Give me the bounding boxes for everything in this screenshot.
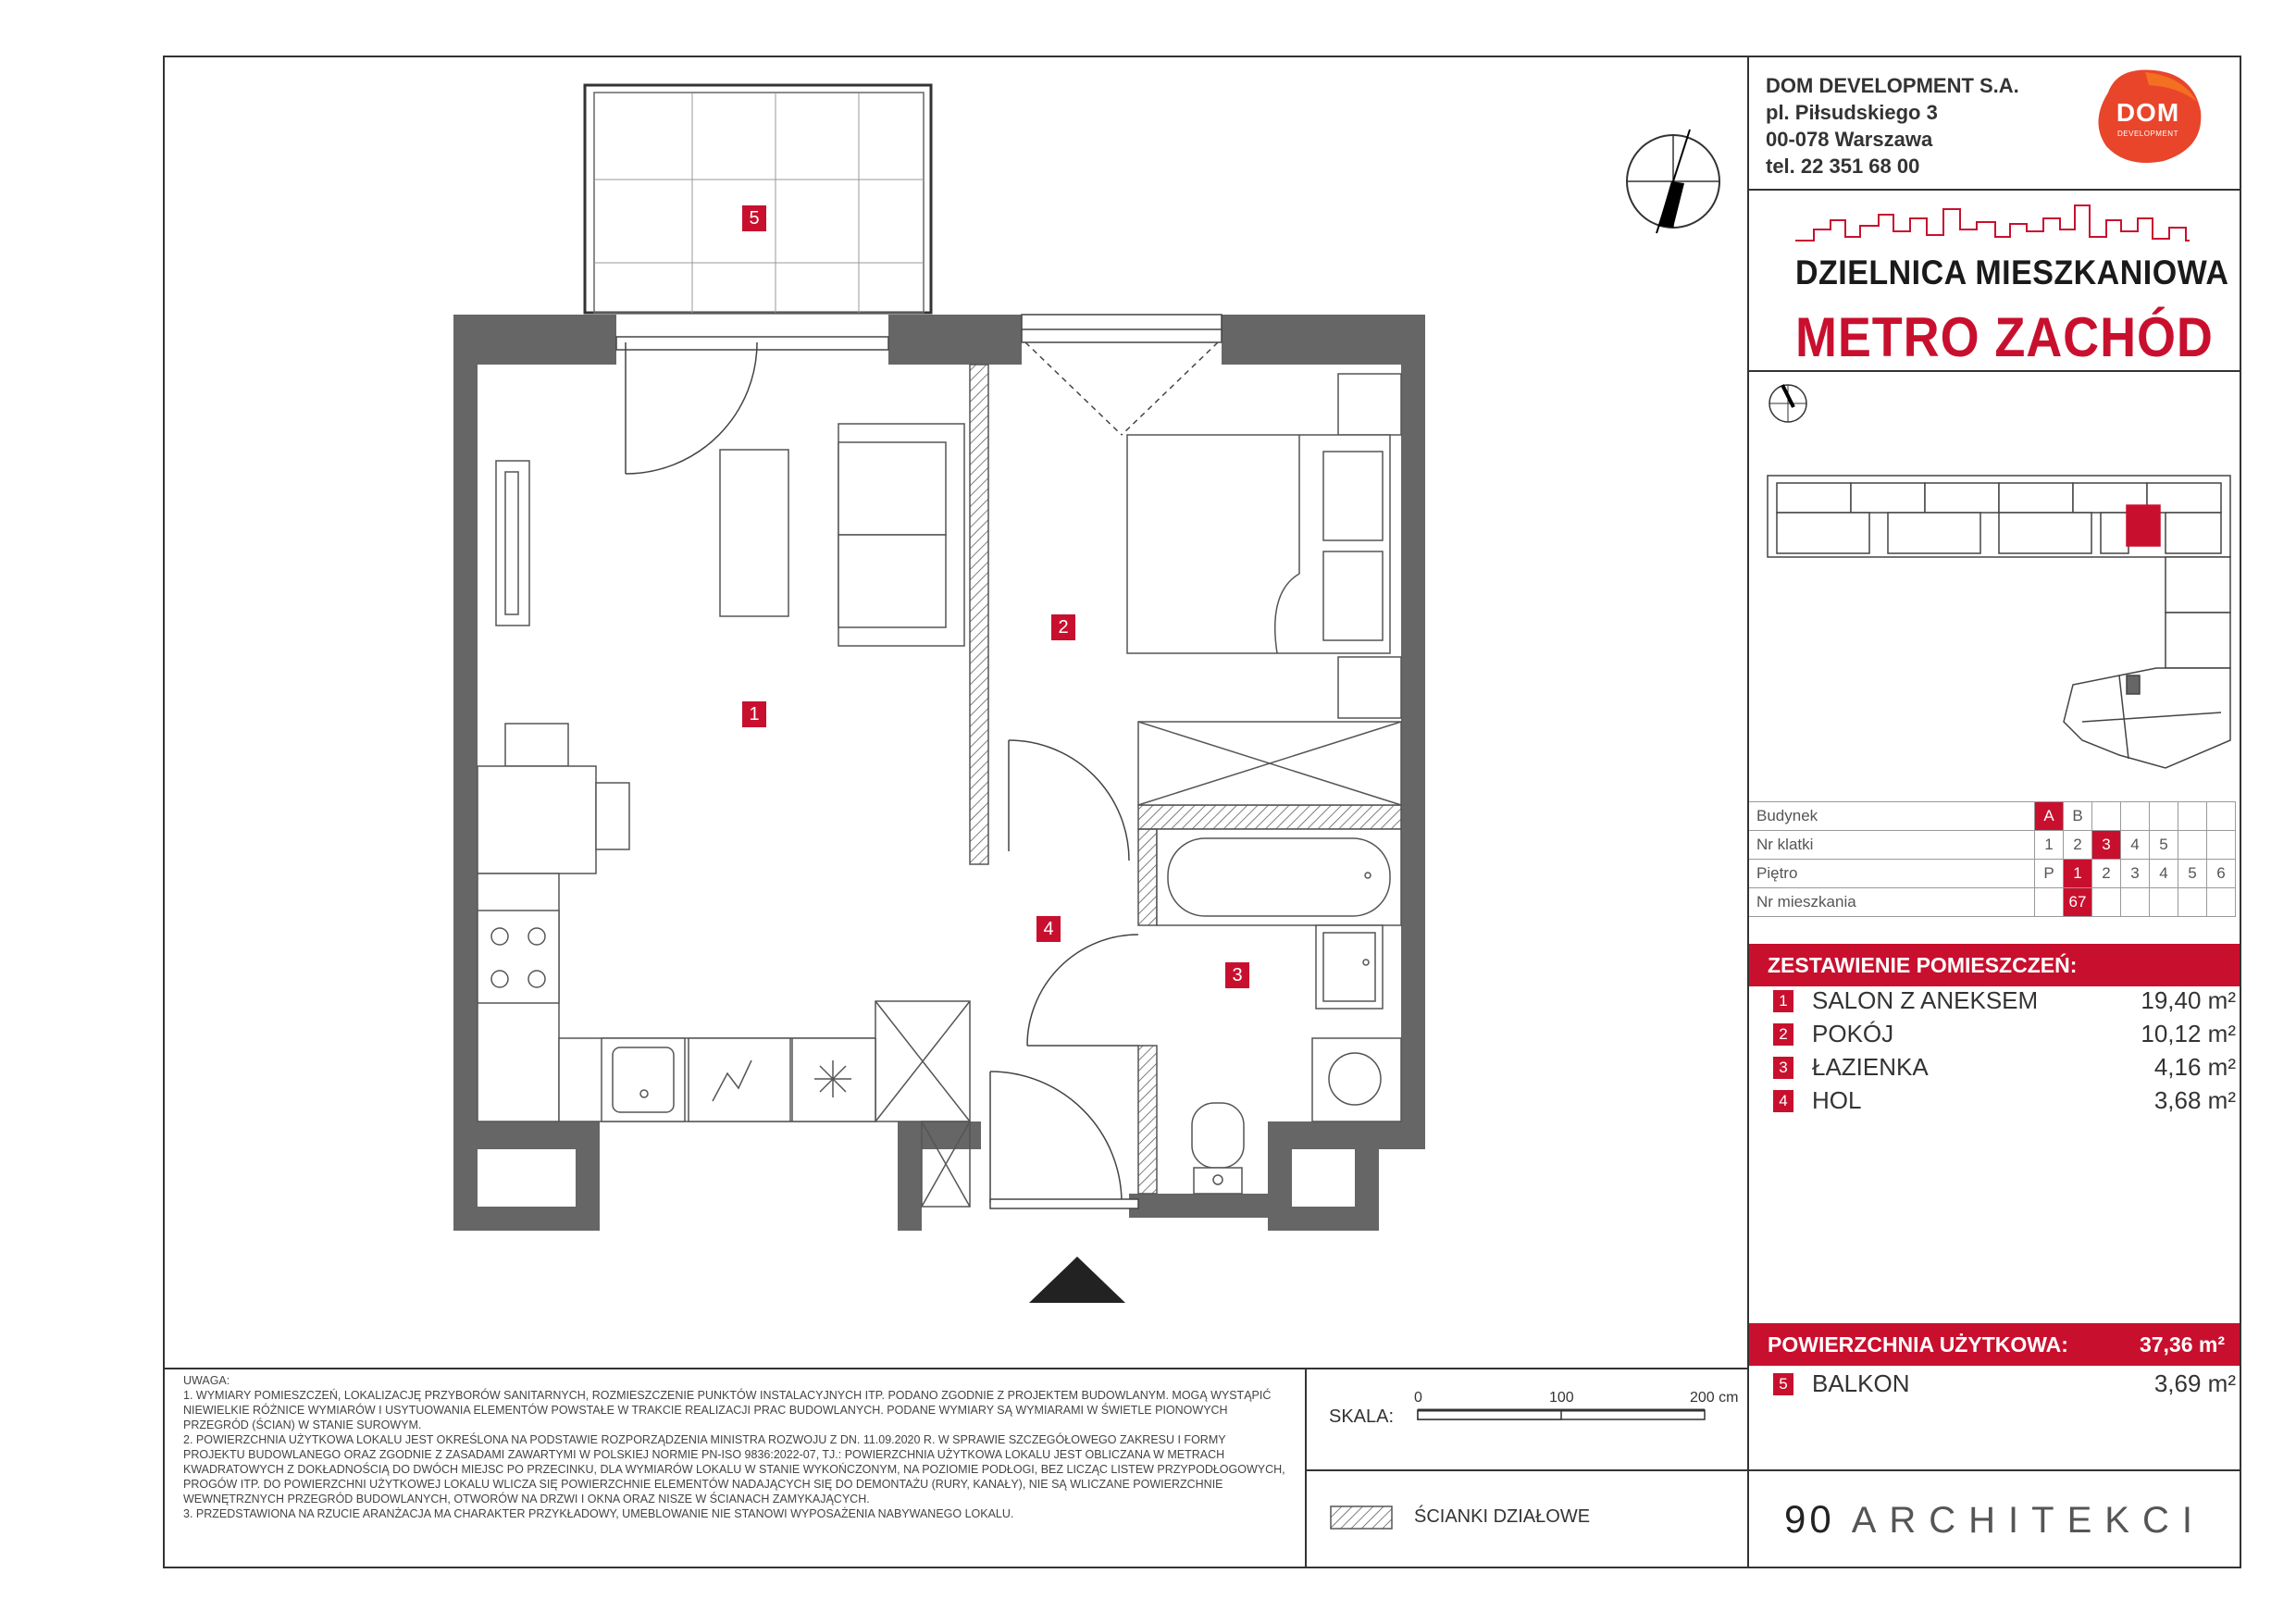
room-summary-row xyxy=(1773,1086,2236,1118)
info-cell: 1 xyxy=(2064,860,2092,888)
room-label-5: 5 xyxy=(749,208,760,229)
info-cell: 4 xyxy=(2121,831,2150,860)
architects-number: 90 xyxy=(1784,1497,1835,1541)
room-summary-num: 4 xyxy=(1773,1090,1793,1112)
room-summary-area: 3,68 m² xyxy=(2153,1086,2236,1114)
brand-line-1: DZIELNICA MIESZKANIOWA xyxy=(1795,254,2229,291)
room-summary-num: 3 xyxy=(1773,1057,1793,1079)
scale-tick-0: 0 xyxy=(1414,1390,1422,1406)
room-label-4: 4 xyxy=(1043,919,1054,939)
room-summary-area: 10,12 m² xyxy=(2141,1020,2236,1047)
cooktop xyxy=(478,911,559,1003)
info-cell xyxy=(2092,802,2121,831)
info-cell xyxy=(2092,888,2121,917)
info-cell xyxy=(2207,831,2236,860)
bedroom-furniture xyxy=(1127,374,1401,805)
room-summary-name: HOL xyxy=(1812,1086,1862,1114)
info-cell xyxy=(2207,888,2236,917)
rooms-summary-title: ZESTAWIENIE POMIESZCZEŃ: xyxy=(1749,944,2240,986)
room-summary-name: ŁAZIENKA xyxy=(1812,1053,1929,1081)
info-cell xyxy=(2150,802,2178,831)
logo-subtext: DEVELOPMENT xyxy=(2117,130,2178,138)
room-summary-name: POKÓJ xyxy=(1812,1020,1894,1047)
room-summary-name: SALON Z ANEKSEM xyxy=(1812,986,2039,1014)
info-cell: 4 xyxy=(2150,860,2178,888)
room-summary-row xyxy=(1773,986,2236,1018)
scale-tick-100: 100 xyxy=(1549,1390,1574,1406)
info-cell xyxy=(2178,888,2207,917)
partition-legend-swatch xyxy=(1331,1506,1392,1529)
room-summary-area: 4,16 m² xyxy=(2153,1053,2236,1081)
room-summary-row xyxy=(1773,1020,2236,1051)
site-compass-icon xyxy=(1769,385,1806,422)
compass-icon xyxy=(1627,130,1719,233)
architects-logo xyxy=(1784,1497,2205,1542)
info-cell xyxy=(2121,802,2150,831)
selected-unit xyxy=(2127,505,2160,546)
scale-label: SKALA: xyxy=(1329,1406,1395,1427)
room-summary-num: 1 xyxy=(1773,990,1793,1012)
unit-info-table xyxy=(1749,801,2236,917)
info-cell xyxy=(2178,831,2207,860)
info-cell: 2 xyxy=(2064,831,2092,860)
info-cell xyxy=(2178,802,2207,831)
scale-bar xyxy=(1418,1410,1705,1419)
info-row-label: Budynek xyxy=(1749,802,2035,831)
room-summary-num: 2 xyxy=(1773,1023,1793,1046)
partition-legend-label: ŚCIANKI DZIAŁOWE xyxy=(1414,1506,1591,1527)
info-cell: 3 xyxy=(2092,831,2121,860)
info-cell xyxy=(2121,888,2150,917)
coffee-table xyxy=(720,450,788,616)
balcony xyxy=(585,85,931,313)
info-cell: 6 xyxy=(2207,860,2236,888)
note-3: 3. PRZEDSTAWIONA NA RZUCIE ARANŻACJA MA CHARAKTER PRZYKŁADOWY, UMEBLOWANIE NIE STANOWI WYPOSAŻENIA NABYWANEGO LOKALU. xyxy=(183,1507,1014,1520)
info-row xyxy=(1749,860,2236,888)
info-row xyxy=(1749,888,2236,917)
notes xyxy=(183,1373,1290,1521)
balcony-name: BALKON xyxy=(1812,1369,1910,1397)
info-row-label: Nr klatki xyxy=(1749,831,2035,860)
balcony-num: 5 xyxy=(1773,1373,1793,1395)
info-cell: A xyxy=(2035,802,2064,831)
info-cell: 5 xyxy=(2178,860,2207,888)
toilet xyxy=(1192,1103,1244,1168)
info-cell: 5 xyxy=(2150,831,2178,860)
architects-name: ARCHITEKCI xyxy=(1851,1500,2205,1541)
info-row xyxy=(1749,831,2236,860)
company-address-2: 00-078 Warszawa xyxy=(1766,128,1933,151)
company-address-1: pl. Piłsudskiego 3 xyxy=(1766,101,1938,124)
info-cell xyxy=(2035,888,2064,917)
info-row-label: Nr mieszkania xyxy=(1749,888,2035,917)
dining-table xyxy=(478,766,596,873)
entrance-arrow-icon xyxy=(1029,1257,1125,1303)
info-cell xyxy=(2150,888,2178,917)
info-cell: 67 xyxy=(2064,888,2092,917)
usable-area-label: POWIERZCHNIA UŻYTKOWA: xyxy=(1768,1332,2068,1357)
site-plan-map xyxy=(1768,476,2230,768)
info-cell: 3 xyxy=(2121,860,2150,888)
room-label-2: 2 xyxy=(1058,617,1069,638)
note-1: 1. WYMIARY POMIESZCZEŃ, LOKALIZACJĘ PRZYBORÓW SANITARNYCH, ROZMIESZCZENIE PUNKTÓW INSTALACYJNYCH ITP. PODANO ZGODNIE Z PROJEKTEM BUDOWLANYM. MOGĄ WYSTĄPIĆ NIEWIELKIE RÓŻNICE WYMIARÓW I USYTUOWANIA ELEMENTÓW POWSTAŁE W TRAKCIE REALIZACJI PRAC BUDOWLANYCH. PODANE WYMIARY SĄ WYMIARAMI W ŚWIETLE PIONOWYCH PRZEGRÓD (ŚCIAN) W STANIE SUROWYM. xyxy=(183,1389,1272,1431)
room-label-1: 1 xyxy=(749,704,760,725)
room-summary-area: 19,40 m² xyxy=(2141,986,2236,1014)
notes-title: UWAGA: xyxy=(183,1374,230,1387)
chair xyxy=(505,724,568,766)
room-summary-row xyxy=(1773,1053,2236,1084)
info-row xyxy=(1749,802,2236,831)
scale-tick-200: 200 cm xyxy=(1690,1390,1739,1406)
usable-area-value: 37,36 m² xyxy=(2139,1332,2225,1357)
room-label-3: 3 xyxy=(1232,965,1243,985)
chair xyxy=(596,783,629,849)
info-cell: 1 xyxy=(2035,831,2064,860)
info-cell: 2 xyxy=(2092,860,2121,888)
note-2: 2. POWIERZCHNIA UŻYTKOWA LOKALU JEST OKREŚLONA NA PODSTAWIE ROZPORZĄDZENIA MINISTRA ROZWOJU Z DN. 11.09.2020 R. W SPRAWIE SZCZEGÓŁOWEGO ZAKRESU I FORMY PROJEKTU BUDOWLANEGO ORAZ ZGODNIE Z ZASADAMI ZAWARTYMI W POLSKIEJ NORMIE PN-ISO 9836:2022-07, TJ.: POWIERZCHNIA UŻYTKOWA LOKALU JEST OBLICZANA W METRACH KWADRATOWYCH Z DOKŁADNOŚCIĄ DO DWÓCH MIEJSC PO PRZECINKU, DLA WYMIARÓW LOKALU W STANIE WYKOŃCZONYM, NA POZIOMIE PODŁOGI, BEZ LICZĄC LISTEW PRZYPODŁOGOWYCH, PROGÓW ITP. DO POWIERZCHNI UŻYTKOWEJ LOKALU WLICZA SIĘ POWIERZCHNIE ELEMENTÓW NADAJĄCYCH SIĘ DO DEMONTAŻU (RURY, KANAŁY), NIE SĄ WLICZANE POWIERZCHNIE WEWNĘTRZNYCH PRZEGRÓD BUDOWLANYCH, OTWORÓW NA DRZWI I OKNA ORAZ NISZE W ŚCIANACH ZAMYKAJĄCYCH. xyxy=(183,1433,1285,1505)
info-row-label: Piętro xyxy=(1749,860,2035,888)
balcony-row xyxy=(1773,1369,2236,1401)
info-cell xyxy=(2207,802,2236,831)
info-cell: P xyxy=(2035,860,2064,888)
company-name: DOM DEVELOPMENT S.A. xyxy=(1766,74,2019,97)
brand-line-2: METRO ZACHÓD xyxy=(1795,306,2214,368)
company-phone: tel. 22 351 68 00 xyxy=(1766,155,1920,178)
usable-area-bar xyxy=(1749,1323,2240,1366)
logo-text: DOM xyxy=(2116,98,2180,127)
info-cell: B xyxy=(2064,802,2092,831)
balcony-area: 3,69 m² xyxy=(2153,1369,2236,1397)
